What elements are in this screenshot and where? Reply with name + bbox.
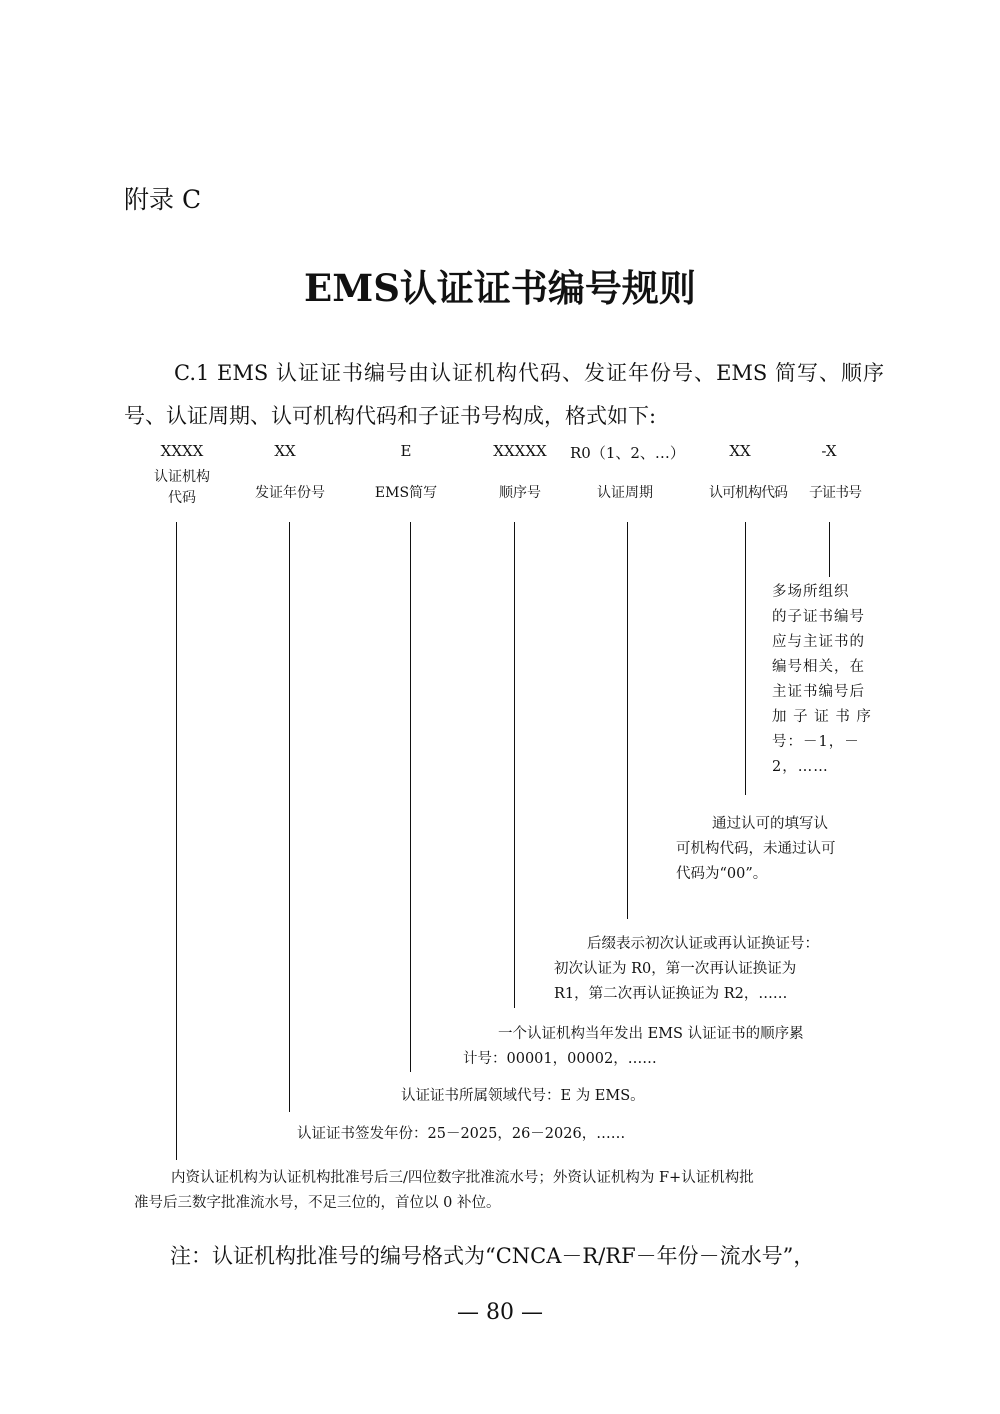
desc-accreditation: 通过认可的填写认 可机构代码，未通过认可 代码为“00”。 bbox=[676, 816, 836, 882]
leader-line-sequence bbox=[514, 522, 515, 1008]
code-ems: E bbox=[400, 442, 412, 460]
label-ems: EMS简写 bbox=[374, 485, 438, 501]
note-text: 注：认证机构批准号的编号格式为“CNCA－R/RF－年份－流水号”， bbox=[170, 1244, 815, 1268]
appendix-heading: 附录 C bbox=[124, 185, 202, 214]
leader-line-org bbox=[176, 522, 177, 1160]
desc-body: 内资认证机构为认证机构批准号后三/四位数字批准流水号；外资认证机构为 F+认证机构批 准号后三数字批准流水号，不足三位的，首位以 0 补位。 bbox=[134, 1170, 754, 1211]
leader-line-ems bbox=[410, 522, 411, 1072]
label-sub: 子证书号 bbox=[809, 485, 861, 501]
code-year: XX bbox=[274, 442, 296, 460]
code-sequence: XXXXX bbox=[493, 442, 547, 460]
desc-sequence: 一个认证机构当年发出 EMS 认证证书的顺序累 计号：00001，00002，…… bbox=[463, 1026, 804, 1067]
desc-field: 认证证书所属领域代号：E 为 EMS。 bbox=[401, 1088, 645, 1104]
leader-line-sub bbox=[829, 522, 830, 577]
label-year: 发证年份号 bbox=[255, 485, 325, 501]
desc-year: 认证证书签发年份：25－2025，26－2026，…… bbox=[297, 1126, 626, 1142]
code-org: XXXX bbox=[160, 442, 204, 460]
code-sub: -X bbox=[821, 442, 837, 460]
desc-sub-certificate: 多场所组织 的子证书编号 应与主证书的 编号相关，在 主证书编号后 加 子 证 书 序 号：－1，－ 2，…… bbox=[772, 584, 872, 775]
intro-paragraph: C.1 EMS 认证证书编号由认证机构代码、发证年份号、EMS 简写、顺序号、认证周期、认可机构代码和子证书号构成，格式如下: bbox=[124, 361, 884, 428]
leader-line-year bbox=[289, 522, 290, 1112]
desc-cycle: 后缀表示初次认证或再认证换证号： 初次认证为 R0，第一次再认证换证为 R1，第二次再认证换证为 R2，…… bbox=[554, 936, 819, 1002]
leader-line-accreditation bbox=[745, 522, 746, 795]
leader-line-cycle bbox=[627, 522, 628, 919]
label-org: 认证机构 代码 bbox=[154, 469, 210, 506]
code-accreditation: XX bbox=[729, 442, 751, 460]
label-cycle: 认证周期 bbox=[597, 485, 653, 501]
code-cycle: R0（1、2、…） bbox=[570, 444, 685, 462]
page-title: EMS认证证书编号规则 bbox=[304, 266, 696, 310]
label-sequence: 顺序号 bbox=[499, 485, 541, 501]
label-accreditation: 认可机构代码 bbox=[709, 485, 787, 501]
page-number: — 80 — bbox=[457, 1300, 543, 1325]
